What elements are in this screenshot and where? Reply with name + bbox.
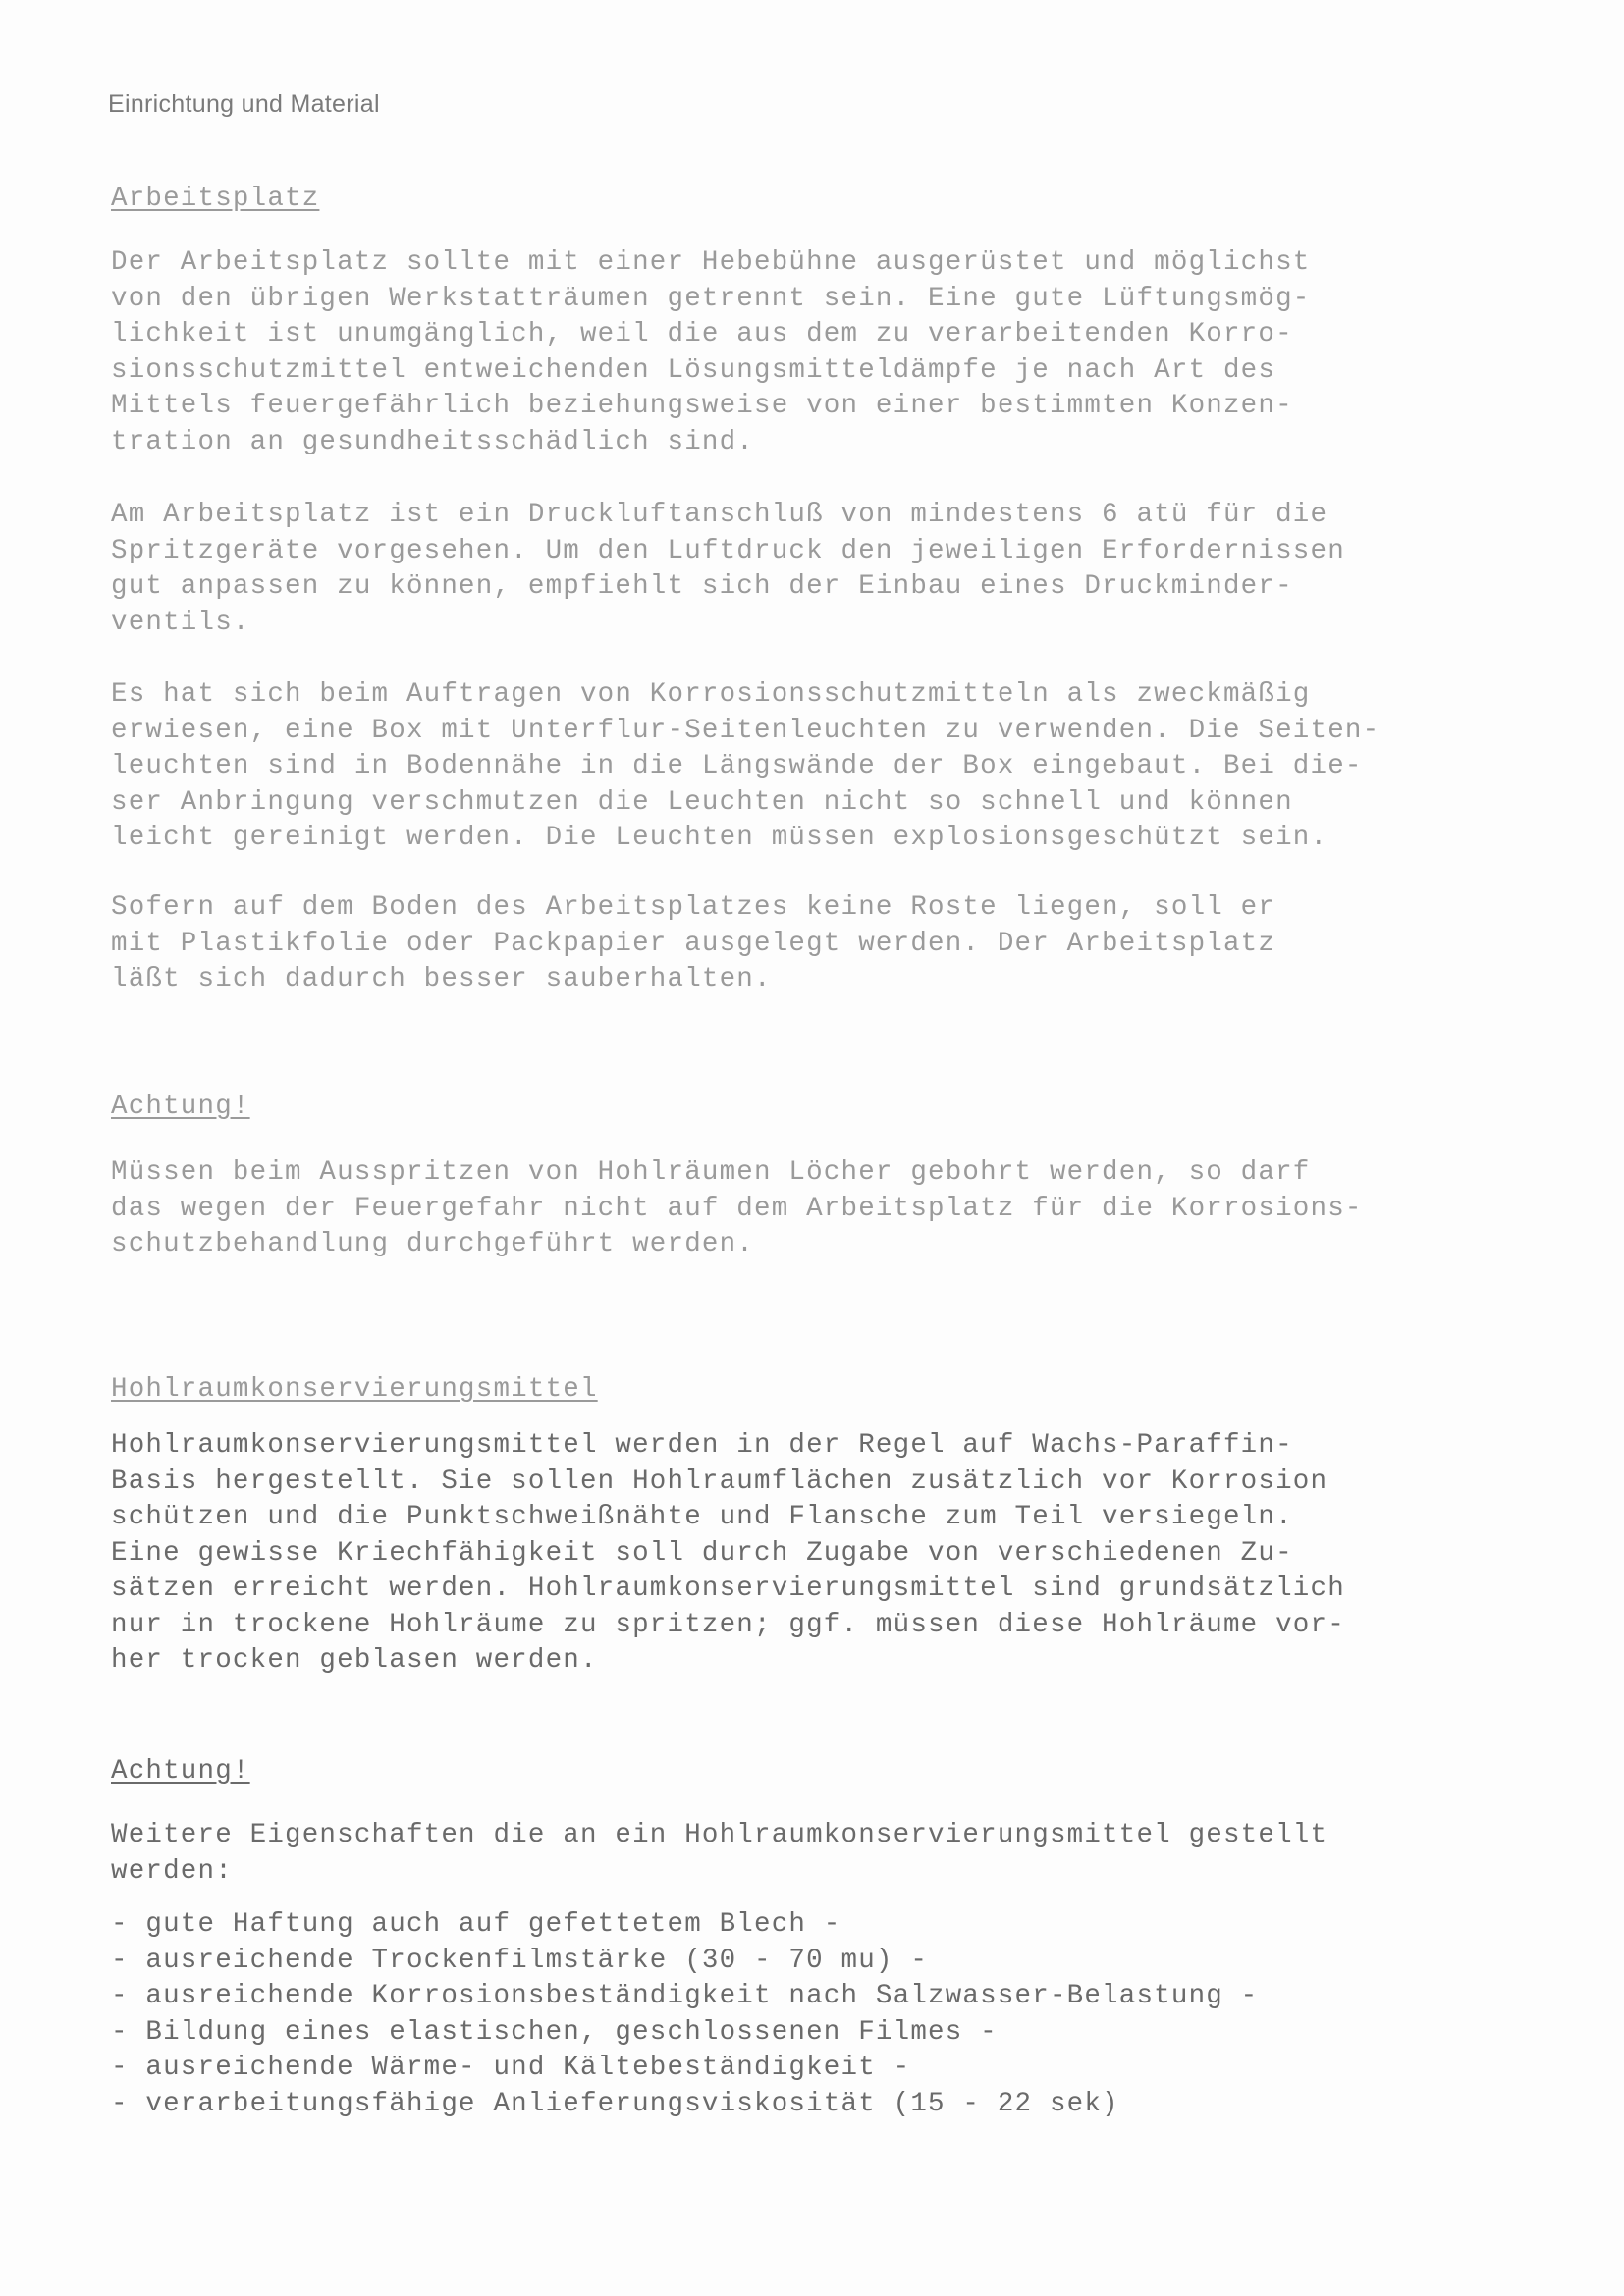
section-heading-hohlraumkonservierungsmittel: Hohlraumkonservierungsmittel (111, 1374, 598, 1405)
list-item: - ausreichende Korrosionsbeständigkeit nach Salzwasser-Belastung - (111, 1981, 1259, 2011)
list-item: - Bildung eines elastischen, geschlossenen Filmes - (111, 2016, 998, 2048)
section-heading-achtung-1: Achtung! (111, 1092, 250, 1122)
paragraph-arbeitsplatz-2: Am Arbeitsplatz ist ein Druckluftanschluß von mindestens 6 atü für die Spritzgeräte vorgesehen. Um den Luftdruck den jeweiligen Erfordernissen gut anpassen zu können, empfiehlt sich der Einbau eines Druckminder- ventils. (111, 500, 1345, 638)
page-header: Einrichtung und Material (108, 90, 380, 118)
paragraph-eigenschaften-intro: Weitere Eigenschaften die an ein Hohlraumkonservierungsmittel gestellt werden: (111, 1820, 1328, 1887)
document-body-lower (111, 182, 1495, 2119)
list-item: - ausreichende Wärme- und Kältebeständigkeit - (111, 2053, 911, 2083)
paragraph-arbeitsplatz-4: Sofern auf dem Boden des Arbeitsplatzes keine Roste liegen, soll er mit Plastikfolie oder Packpapier ausgelegt werden. Der Arbeitsplatz läßt sich dadurch besser sauberhalten. (111, 892, 1276, 994)
list-item: - verarbeitungsfähige Anlieferungsviskosität (15 - 22 sek) (111, 2088, 1119, 2119)
section-heading-arbeitsplatz: Arbeitsplatz (111, 184, 320, 214)
paragraph-hohlraumkonservierungsmittel: Hohlraumkonservierungsmittel werden in der Regel auf Wachs-Paraffin- Basis hergestellt. Sie sollen Hohlraumflächen zusätzlich vor Korrosion schützen und die Punktschweißnähte und Flansche zum Teil versiegeln. Eine gewisse Kriechfähigkeit soll durch Zugabe von verschiedenen Zu- sätzen erreicht werden. Hohlraumkonservierungsmittel sind grundsätzlich nur in trockene Hohlräume zu spritzen; ggf. müssen diese Hohlräume vor- her trocken geblasen werden. (111, 1430, 1345, 1676)
paragraph-achtung-1: Müssen beim Ausspritzen von Hohlräumen Löcher gebohrt werden, so darf das wegen der Feuergefahr nicht auf dem Arbeitsplatz für die Korrosions- schutzbehandlung durchgeführt werden. (111, 1157, 1363, 1259)
eigenschaften-list (111, 1907, 1258, 2122)
paragraph-arbeitsplatz-3: Es hat sich beim Auftragen von Korrosionsschutzmitteln als zweckmäßig erwiesen, eine Box mit Unterflur-Seitenleuchten zu verwenden. Die Seiten- leuchten sind in Bodennähe in die Längswände der Box eingebaut. Bei die- ser Anbringung verschmutzen die Leuchten nicht so schnell und können leicht gereinigt werden. Die Leuchten müssen explosionsgeschützt sein. (111, 679, 1380, 853)
list-item: - ausreichende Trockenfilmstärke (30 - 70 mu) - (111, 1945, 929, 1976)
paragraph-arbeitsplatz-1: Der Arbeitsplatz sollte mit einer Hebebühne ausgerüstet und möglichst von den übrigen Werkstatträumen getrennt sein. Eine gute Lüftungsmög- lichkeit ist unumgänglich, weil die aus dem zu verarbeitenden Korro- sionsschutzmittel entweichenden Lösungsmitteldämpfe je nach Art des Mittels feuergefährlich beziehungsweise von einer bestimmten Konzen- tration an gesundheitsschädlich sind. (111, 247, 1311, 457)
section-heading-achtung-2: Achtung! (111, 1756, 250, 1787)
list-item: - gute Haftung auch auf gefettetem Blech - (111, 1909, 841, 1940)
